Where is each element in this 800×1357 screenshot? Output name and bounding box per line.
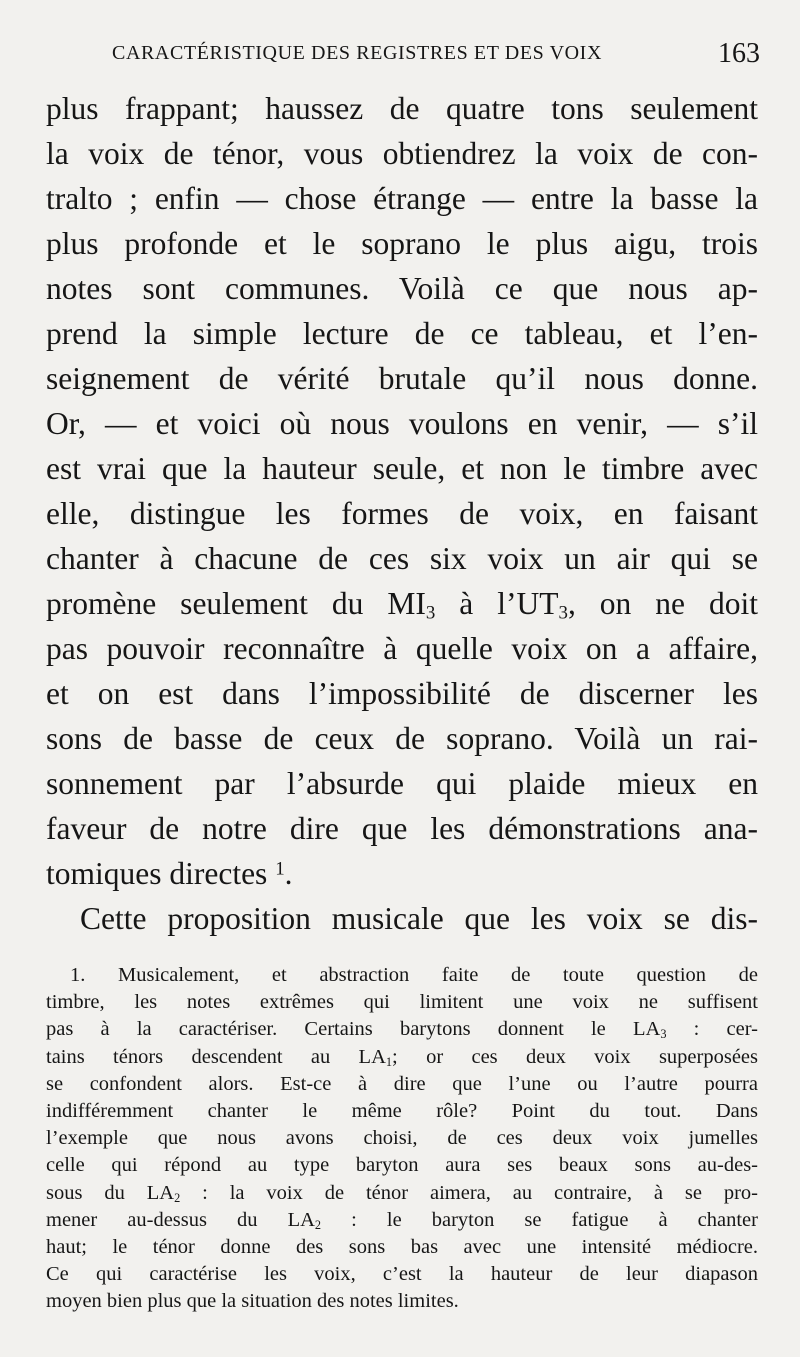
footnote-line: l’exemple que nous avons choisi, de ces deux voix jumelles (46, 1127, 758, 1150)
body-line: pas pouvoir reconnaître à quelle voix on a affaire, (46, 631, 758, 666)
body-line: faveur de notre dire que les démonstrations ana- (46, 811, 758, 846)
body-line: chanter à chacune de ces six voix un air qui se (46, 541, 758, 576)
body-line: seignement de vérité brutale qu’il nous donne. (46, 361, 758, 396)
body-line: est vrai que la hauteur seule, et non le timbre avec (46, 451, 758, 486)
body-line (46, 851, 758, 896)
footnote-line: se confondent alors. Est-ce à dire que l’une ou l’autre pourra (46, 1072, 758, 1095)
body-line: sonnement par l’absurde qui plaide mieux en (46, 766, 758, 801)
footnote-text: : la voix de ténor aimera, au contraire, à se pro- (180, 1181, 758, 1204)
body-line: prend la simple lecture de ce tableau, et l’en- (46, 316, 758, 351)
footnote-text: tains ténors descendent au LA (46, 1045, 386, 1068)
footnote-line (46, 1207, 758, 1234)
footnote-text: mener au-dessus du LA (46, 1208, 315, 1231)
body-line (46, 581, 758, 626)
body-text: tomiques directes (46, 856, 276, 891)
footnote-text: : cer- (666, 1018, 758, 1041)
octave-subscript: 2 (174, 1190, 181, 1205)
running-title: CARACTÉRISTIQUE DES REGISTRES ET DES VOIX (112, 42, 602, 64)
body-line: sons de basse de ceux de soprano. Voilà un rai- (46, 721, 758, 756)
body-line: la voix de ténor, vous obtiendrez la voix de con- (46, 136, 758, 171)
footnote-text: sous du LA (46, 1181, 175, 1204)
footnote (46, 962, 758, 1315)
page-header (112, 38, 760, 74)
body-line: plus profonde et le soprano le plus aigu, trois (46, 226, 758, 261)
body-line: Or, — et voici où nous voulons en venir, — s’il (46, 406, 758, 441)
footnote-line: Ce qui caractérise les voix, c’est la hauteur de leur diapason (46, 1263, 758, 1286)
main-text (46, 86, 758, 941)
body-line: tralto ; enfin — chose étrange — entre la basse la (46, 181, 758, 216)
octave-subscript: 1 (385, 1054, 393, 1069)
footnote-line: moyen bien plus que la situation des notes limites. (46, 1290, 459, 1313)
body-line: notes sont communes. Voilà ce que nous ap- (46, 271, 758, 306)
footnote-line: celle qui répond au type baryton aura ses beaux sons au-des- (46, 1154, 758, 1177)
body-line: et on est dans l’impossibilité de discerner les (46, 676, 758, 711)
body-line: Cette proposition musicale que les voix se dis- (80, 901, 758, 936)
footnote-line: timbre, les notes extrêmes qui limitent une voix ne suffisent (46, 991, 758, 1014)
body-text: . (284, 856, 293, 891)
footnote-line (46, 1180, 758, 1207)
octave-subscript: 3 (425, 602, 436, 624)
footnote-line: haut; le ténor donne des sons bas avec une intensité médiocre. (46, 1235, 758, 1258)
body-text: promène seulement du MI (46, 586, 426, 621)
body-text: à l’UT (435, 586, 559, 621)
footnote-line: 1. Musicalement, et abstraction faite de toute question de (70, 964, 758, 986)
footnote-line (46, 1044, 758, 1071)
octave-subscript: 3 (558, 602, 568, 624)
footnote-text: pas à la caractériser. Certains barytons donnent le LA (46, 1018, 661, 1041)
octave-subscript: 2 (314, 1217, 322, 1232)
octave-subscript: 3 (660, 1027, 667, 1042)
footnote-line: indifféremment chanter le même rôle? Point du tout. Dans (46, 1099, 758, 1122)
footnote-text: ; or ces deux voix superposées (392, 1045, 758, 1068)
footnote-line (46, 1016, 758, 1043)
body-text: , on ne doit (567, 586, 758, 621)
page-number: 163 (718, 38, 760, 69)
body-line: elle, distingue les formes de voix, en faisant (46, 496, 758, 531)
footnote-reference: 1 (275, 858, 285, 880)
body-line: plus frappant; haussez de quatre tons seulement (46, 91, 758, 126)
footnote-text: : le baryton se fatigue à chanter (321, 1208, 758, 1231)
